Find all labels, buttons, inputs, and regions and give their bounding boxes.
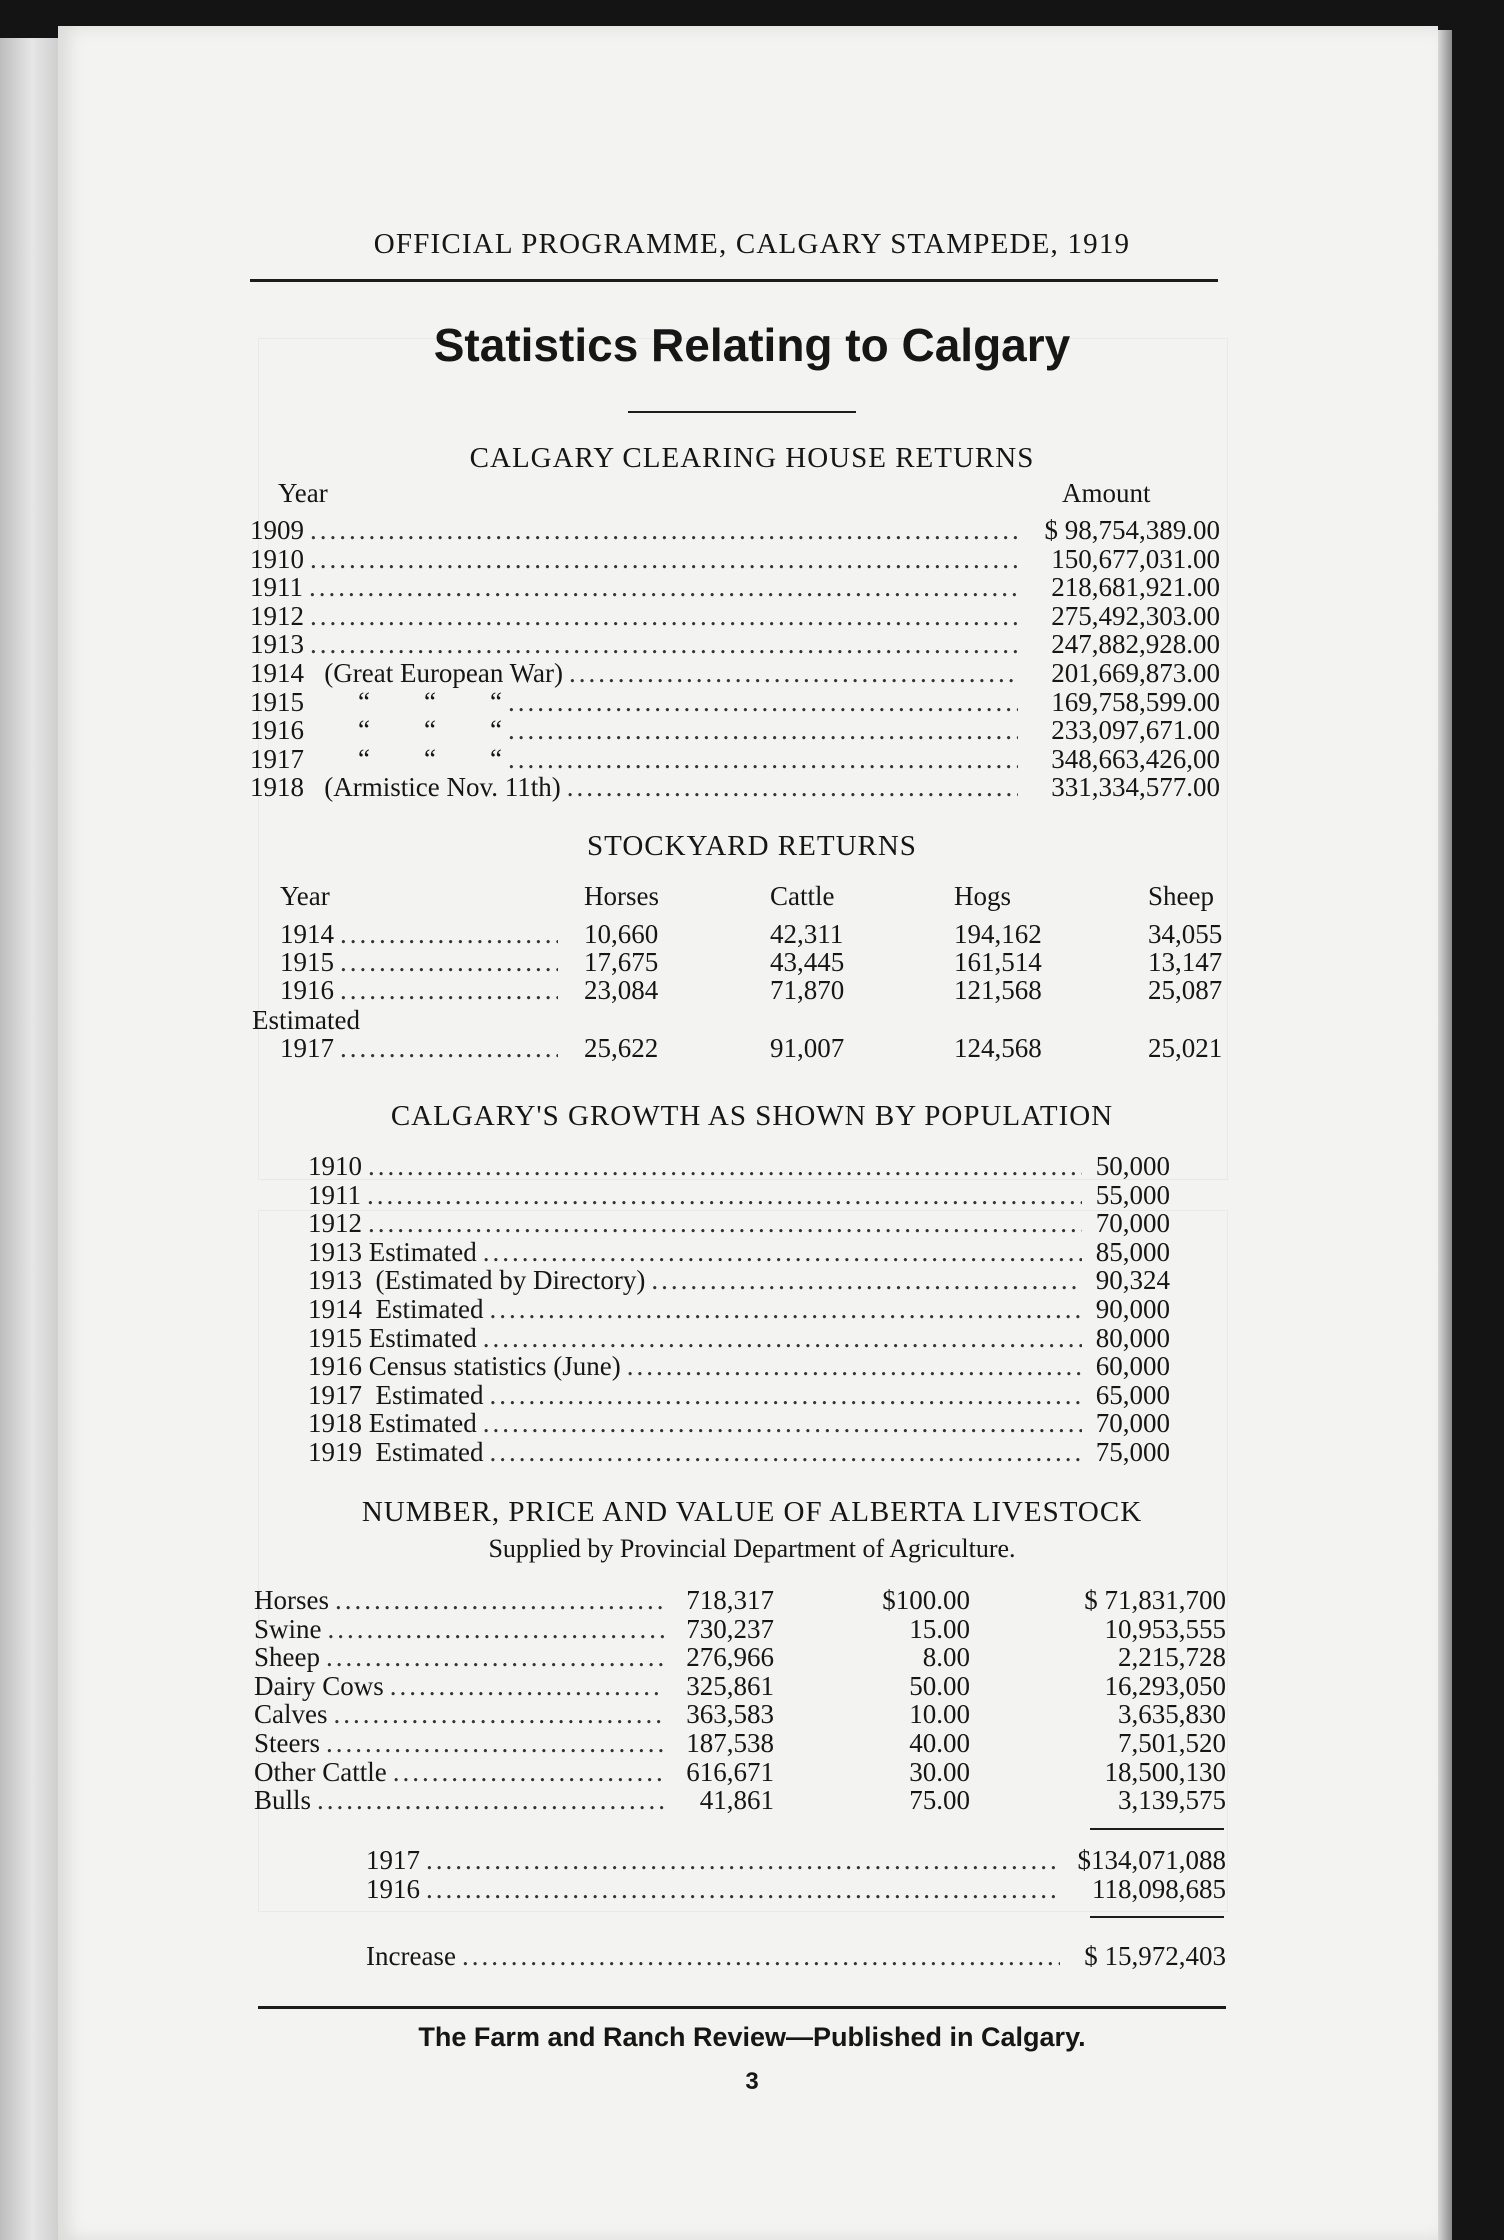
footer-rule bbox=[258, 2006, 1226, 2009]
livestock-value: 3,635,830 bbox=[1118, 1699, 1226, 1730]
clearing-amount: 275,492,303.00 bbox=[1051, 600, 1220, 631]
leader-dots bbox=[489, 1438, 1082, 1466]
clearing-year: 1913 bbox=[250, 629, 304, 660]
leader-dots bbox=[569, 659, 1018, 687]
livestock-total-value: 118,098,685 bbox=[1092, 1873, 1226, 1904]
stockyard-hogs: 121,568 bbox=[954, 975, 1042, 1005]
population-row-label: 1911 bbox=[308, 1179, 361, 1210]
footer-note: The Farm and Ranch Review—Published in Calgary. bbox=[418, 2022, 1086, 2052]
livestock-total bbox=[366, 1875, 1226, 1903]
livestock-number: 363,583 bbox=[686, 1699, 774, 1730]
population-row-value: 70,000 bbox=[1095, 1408, 1170, 1439]
clearing-year: 1915 bbox=[250, 686, 304, 717]
population-row-value: 80,000 bbox=[1095, 1322, 1170, 1353]
population-row-value: 70,000 bbox=[1095, 1208, 1170, 1239]
stockyard-hogs: 124,568 bbox=[954, 1033, 1042, 1063]
clearing-note: (Great European War) bbox=[304, 658, 563, 688]
livestock-value: 7,501,520 bbox=[1118, 1728, 1226, 1758]
clearing-amount: 233,097,671.00 bbox=[1051, 715, 1220, 746]
leader-dots bbox=[508, 688, 1018, 716]
stockyard-cattle: 43,445 bbox=[770, 947, 845, 977]
stockyard-year: 1914 bbox=[280, 919, 334, 949]
population-row-label: 1918 Estimated bbox=[308, 1408, 477, 1439]
livestock-heading: NUMBER, PRICE AND VALUE OF ALBERTA LIVESTOCK bbox=[361, 1496, 1143, 1528]
leader-dots bbox=[367, 1181, 1082, 1209]
stockyard-row bbox=[280, 976, 564, 1004]
clearing-amount: 348,663,426,00 bbox=[1051, 743, 1220, 774]
livestock-subheading: Supplied by Provincial Department of Agriculture. bbox=[488, 1534, 1016, 1563]
leader-dots bbox=[309, 573, 1018, 601]
clearing-amount: 150,677,031.00 bbox=[1051, 543, 1220, 574]
page-edge-shadow bbox=[1438, 30, 1452, 2240]
stockyard-row bbox=[280, 948, 564, 976]
clearing-row bbox=[250, 602, 1220, 630]
population-row-label: 1915 Estimated bbox=[308, 1322, 477, 1353]
livestock-price: 15.00 bbox=[909, 1613, 970, 1644]
leader-dots bbox=[368, 1209, 1082, 1237]
header-rule bbox=[250, 279, 1218, 282]
livestock-row bbox=[254, 1615, 774, 1643]
stockyard-horses: 17,675 bbox=[584, 947, 659, 977]
livestock-kind: Steers bbox=[254, 1728, 320, 1758]
population-row-value: 60,000 bbox=[1095, 1351, 1170, 1382]
population-row bbox=[308, 1438, 1170, 1466]
clearing-row bbox=[250, 716, 1220, 744]
stockyard-sheep: 34,055 bbox=[1148, 919, 1223, 949]
population-row bbox=[308, 1238, 1170, 1266]
population-row bbox=[308, 1209, 1170, 1237]
clearing-row bbox=[250, 659, 1220, 687]
livestock-price: 50.00 bbox=[909, 1670, 970, 1701]
leader-dots bbox=[317, 1786, 664, 1814]
stockyard-year: 1916 bbox=[280, 975, 334, 1005]
population-row-label: 1914 Estimated bbox=[308, 1294, 484, 1324]
livestock-value: 3,139,575 bbox=[1118, 1785, 1226, 1816]
leader-dots bbox=[326, 1643, 664, 1671]
population-row-value: 50,000 bbox=[1095, 1151, 1170, 1181]
livestock-kind: Swine bbox=[254, 1613, 322, 1644]
clearing-note: “ “ “ bbox=[304, 743, 502, 774]
leader-dots bbox=[368, 1152, 1082, 1180]
livestock-total-label: 1917 bbox=[366, 1845, 420, 1875]
stockyard-hogs: 161,514 bbox=[954, 947, 1042, 977]
leader-dots bbox=[627, 1352, 1082, 1380]
livestock-number: 41,861 bbox=[699, 1785, 774, 1816]
leader-dots bbox=[483, 1409, 1082, 1437]
population-row-value: 90,000 bbox=[1095, 1294, 1170, 1324]
livestock-value: 2,215,728 bbox=[1118, 1642, 1226, 1673]
leader-dots bbox=[326, 1729, 664, 1757]
page-number: 3 bbox=[745, 2068, 759, 2095]
population-row bbox=[308, 1324, 1170, 1352]
livestock-row bbox=[254, 1586, 774, 1614]
leader-dots bbox=[340, 1034, 558, 1062]
population-heading: CALGARY'S GROWTH AS SHOWN BY POPULATION bbox=[390, 1100, 1114, 1132]
clearing-year: 1917 bbox=[250, 743, 304, 774]
livestock-kind: Horses bbox=[254, 1585, 329, 1615]
population-row-value: 85,000 bbox=[1095, 1236, 1170, 1267]
population-row-label: 1916 Census statistics (June) bbox=[308, 1351, 621, 1382]
stockyard-row bbox=[280, 920, 564, 948]
leader-dots bbox=[340, 948, 558, 976]
livestock-row bbox=[254, 1786, 774, 1814]
population-row bbox=[308, 1295, 1170, 1323]
increase-rule bbox=[1090, 1916, 1224, 1918]
livestock-number: 187,538 bbox=[686, 1728, 774, 1758]
leader-dots bbox=[328, 1615, 665, 1643]
clearing-row bbox=[250, 573, 1220, 601]
stockyard-header-sheep: Sheep bbox=[1148, 881, 1214, 911]
clearing-year: 1911 bbox=[250, 572, 303, 603]
leader-dots bbox=[340, 920, 558, 948]
stockyard-cattle: 91,007 bbox=[770, 1033, 845, 1063]
clearing-year: 1916 bbox=[250, 715, 304, 746]
clearing-heading: CALGARY CLEARING HOUSE RETURNS bbox=[469, 442, 1035, 474]
population-row-value: 75,000 bbox=[1095, 1437, 1170, 1467]
stockyard-cattle: 42,311 bbox=[770, 919, 844, 949]
leader-dots bbox=[393, 1758, 664, 1786]
stockyard-hogs: 194,162 bbox=[954, 919, 1042, 949]
leader-dots bbox=[508, 745, 1018, 773]
clearing-col-amount: Amount bbox=[1062, 478, 1151, 508]
livestock-kind: Calves bbox=[254, 1699, 328, 1730]
livestock-row bbox=[254, 1729, 774, 1757]
livestock-row bbox=[254, 1643, 774, 1671]
leader-dots bbox=[483, 1324, 1082, 1352]
livestock-price: 75.00 bbox=[909, 1785, 970, 1816]
stockyard-header-year: Year bbox=[280, 881, 330, 911]
livestock-kind: Dairy Cows bbox=[254, 1670, 384, 1701]
population-row-label: 1919 Estimated bbox=[308, 1437, 484, 1467]
leader-dots bbox=[335, 1586, 664, 1614]
population-row bbox=[308, 1352, 1170, 1380]
population-row bbox=[308, 1181, 1170, 1209]
population-row-label: 1912 bbox=[308, 1208, 362, 1239]
clearing-row bbox=[250, 688, 1220, 716]
stockyard-sheep: 25,087 bbox=[1148, 975, 1223, 1005]
leader-dots bbox=[340, 976, 558, 1004]
clearing-year: 1912 bbox=[250, 600, 304, 631]
clearing-year: 1918 bbox=[250, 772, 304, 803]
leader-dots bbox=[310, 516, 1018, 544]
livestock-total-value: $134,071,088 bbox=[1077, 1845, 1226, 1875]
livestock-number: 730,237 bbox=[686, 1613, 774, 1644]
livestock-number: 325,861 bbox=[686, 1670, 774, 1701]
page-title: Statistics Relating to Calgary bbox=[433, 319, 1071, 371]
population-row-label: 1913 (Estimated by Directory) bbox=[308, 1265, 646, 1296]
population-row-value: 65,000 bbox=[1095, 1379, 1170, 1410]
population-row-value: 90,324 bbox=[1095, 1265, 1170, 1296]
stockyard-year: 1917 bbox=[280, 1033, 334, 1063]
stockyard-horses: 23,084 bbox=[584, 975, 659, 1005]
previous-page-edge bbox=[0, 38, 58, 2240]
population-row-label: 1917 Estimated bbox=[308, 1379, 484, 1410]
stockyard-header-hogs: Hogs bbox=[954, 881, 1012, 911]
title-divider bbox=[628, 411, 856, 413]
population-row bbox=[308, 1381, 1170, 1409]
leader-dots bbox=[334, 1700, 665, 1728]
stockyard-estimated-label: Estimated bbox=[252, 1005, 360, 1035]
clearing-amount: $ 98,754,389.00 bbox=[1044, 515, 1220, 545]
stockyard-cattle: 71,870 bbox=[770, 975, 845, 1005]
livestock-increase-row-label: Increase bbox=[366, 1941, 456, 1971]
clearing-amount: 331,334,577.00 bbox=[1051, 772, 1220, 803]
leader-dots bbox=[489, 1295, 1082, 1323]
clearing-year: 1910 bbox=[250, 543, 304, 574]
running-header: OFFICIAL PROGRAMME, CALGARY STAMPEDE, 1919 bbox=[373, 228, 1131, 260]
livestock-row bbox=[254, 1700, 774, 1728]
stockyard-header-horses: Horses bbox=[584, 881, 659, 911]
livestock-kind: Bulls bbox=[254, 1785, 312, 1816]
leader-dots bbox=[310, 630, 1018, 658]
clearing-amount: 218,681,921.00 bbox=[1051, 572, 1220, 603]
clearing-note: “ “ “ bbox=[304, 715, 502, 746]
clearing-amount: 169,758,599.00 bbox=[1051, 686, 1220, 717]
clearing-year: 1914 bbox=[250, 658, 304, 688]
stockyard-heading: STOCKYARD RETURNS bbox=[587, 830, 917, 862]
clearing-row bbox=[250, 545, 1220, 573]
stockyard-horses: 10,660 bbox=[584, 919, 659, 949]
population-row-label: 1913 Estimated bbox=[308, 1236, 477, 1267]
leader-dots bbox=[651, 1266, 1082, 1294]
leader-dots bbox=[489, 1381, 1082, 1409]
livestock-number: 276,966 bbox=[686, 1642, 774, 1673]
livestock-kind: Sheep bbox=[254, 1642, 320, 1673]
livestock-value: 16,293,050 bbox=[1104, 1670, 1226, 1701]
leader-dots bbox=[310, 545, 1018, 573]
livestock-number: 616,671 bbox=[686, 1756, 774, 1787]
population-row bbox=[308, 1409, 1170, 1437]
livestock-value: 18,500,130 bbox=[1104, 1756, 1226, 1787]
clearing-row bbox=[250, 516, 1220, 544]
livestock-value: 10,953,555 bbox=[1104, 1613, 1226, 1644]
clearing-col-year: Year bbox=[278, 478, 328, 508]
leader-dots bbox=[462, 1942, 1060, 1970]
stockyard-sheep: 13,147 bbox=[1148, 947, 1223, 977]
livestock-price: 40.00 bbox=[909, 1728, 970, 1758]
livestock-price: 8.00 bbox=[922, 1642, 970, 1673]
livestock-kind: Other Cattle bbox=[254, 1756, 387, 1787]
clearing-note: (Armistice Nov. 11th) bbox=[304, 772, 561, 803]
stockyard-horses: 25,622 bbox=[584, 1033, 659, 1063]
livestock-price: 30.00 bbox=[909, 1756, 970, 1787]
livestock-row bbox=[254, 1758, 774, 1786]
livestock-number: 718,317 bbox=[686, 1585, 774, 1615]
clearing-amount: 247,882,928.00 bbox=[1051, 629, 1220, 660]
population-row-value: 55,000 bbox=[1095, 1179, 1170, 1210]
sum-rule bbox=[1090, 1828, 1224, 1830]
leader-dots bbox=[390, 1672, 664, 1700]
clearing-amount: 201,669,873.00 bbox=[1051, 658, 1220, 688]
stockyard-row bbox=[280, 1034, 564, 1062]
livestock-row bbox=[254, 1672, 774, 1700]
stockyard-year: 1915 bbox=[280, 947, 334, 977]
leader-dots bbox=[426, 1875, 1060, 1903]
livestock-increase-row-value: $ 15,972,403 bbox=[1084, 1941, 1226, 1971]
livestock-price: $100.00 bbox=[882, 1585, 970, 1615]
livestock-total bbox=[366, 1846, 1226, 1874]
clearing-row bbox=[250, 745, 1220, 773]
leader-dots bbox=[310, 602, 1018, 630]
clearing-year: 1909 bbox=[250, 515, 304, 545]
population-row-label: 1910 bbox=[308, 1151, 362, 1181]
livestock-increase-row bbox=[366, 1942, 1226, 1970]
clearing-note: “ “ “ bbox=[304, 686, 502, 717]
leader-dots bbox=[567, 773, 1018, 801]
livestock-price: 10.00 bbox=[909, 1699, 970, 1730]
clearing-row bbox=[250, 773, 1220, 801]
clearing-row bbox=[250, 630, 1220, 658]
population-row bbox=[308, 1152, 1170, 1180]
stockyard-header-cattle: Cattle bbox=[770, 881, 835, 911]
leader-dots bbox=[426, 1846, 1060, 1874]
livestock-total-label: 1916 bbox=[366, 1873, 420, 1904]
leader-dots bbox=[508, 716, 1018, 744]
stockyard-sheep: 25,021 bbox=[1148, 1033, 1223, 1063]
population-row bbox=[308, 1266, 1170, 1294]
livestock-value: $ 71,831,700 bbox=[1084, 1585, 1226, 1615]
leader-dots bbox=[483, 1238, 1082, 1266]
